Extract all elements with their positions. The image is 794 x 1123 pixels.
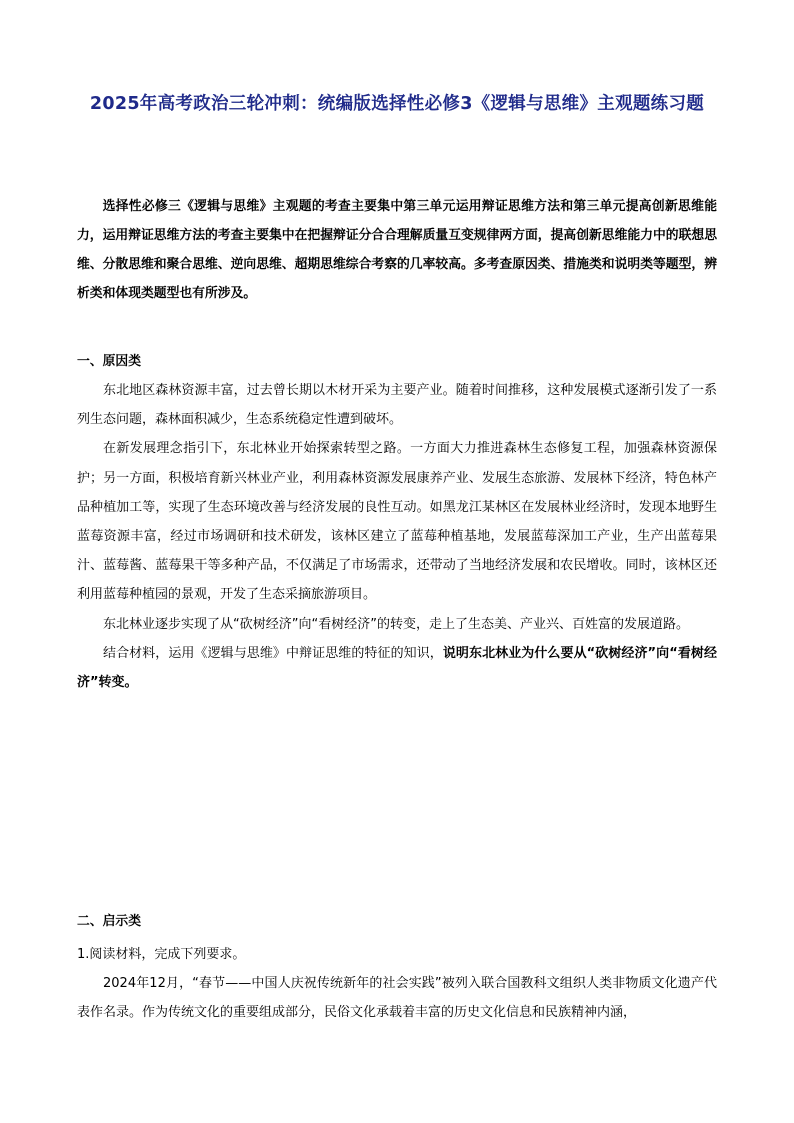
section-heading-reasons: 一、原因类 bbox=[77, 354, 141, 369]
question-lead: 结合材料，运用《逻辑与思维》中辩证思维的特征的知识， bbox=[103, 645, 443, 661]
section-heading-insights: 二、启示类 bbox=[77, 914, 141, 929]
section-reasons-body bbox=[77, 376, 717, 697]
material-paragraph: 东北地区森林资源丰富，过去曾长期以木材开采为主要产业。随着时间推移，这种发展模式逐渐引发了一系列生态问题，森林面积减少，生态系统稳定性遭到破坏。 bbox=[77, 383, 717, 428]
question-emphasis: 说明东北林业为什么要从“砍树经济”向“看树经济”转变。 bbox=[77, 645, 717, 691]
material-paragraph: 在新发展理念指引下，东北林业开始探索转型之路。一方面大力推进森林生态修复工程，加强森林资源保护；另一方面，积极培育新兴林业产业，利用森林资源发展康养产业、发展生态旅游、发展林下经济，特色林产品种植加工等，实现了生态环境改善与经济发展的良性互动。如黑龙江某林区在发展林业经济时，发现本地野生蓝莓资源丰富，经过市场调研和技术研发，该林区建立了蓝莓种植基地，发展蓝莓深加工产业，生产出蓝莓果汁、蓝莓酱、蓝莓果干等多种产品，不仅满足了市场需求，还带动了当地经济发展和农民增收。同时，该林区还利用蓝莓种植园的景观，开发了生态采摘旅游项目。 bbox=[77, 441, 717, 603]
intro-paragraph: 选择性必修三《逻辑与思维》主观题的考查主要集中第三单元运用辩证思维方法和第三单元提高创新思维能力，运用辩证思维方法的考查主要集中在把握辩证分合合理解质量互变规律两方面，提高创新思维能力中的联想思维、分散思维和聚合思维、逆向思维、超期思维综合考察的几率较高。多考查原因类、措施类和说明类等题型，辨析类和体现类题型也有所涉及。 bbox=[77, 199, 717, 301]
material-paragraph: 东北林业逐步实现了从“砍树经济”向“看树经济”的转变，走上了生态美、产业兴、百姓富的发展道路。 bbox=[103, 616, 689, 632]
question-paragraph bbox=[77, 639, 717, 697]
page-title: 2025年高考政治三轮冲刺：统编版选择性必修3《逻辑与思维》主观题练习题 bbox=[89, 94, 705, 114]
question-item: 1.阅读材料，完成下列要求。 bbox=[77, 947, 246, 962]
section-insights-body bbox=[77, 940, 717, 1028]
material-paragraph: 2024年12月，“春节——中国人庆祝传统新年的社会实践”被列入联合国教科文组织人类非物质文化遗产代表作名录。作为传统文化的重要组成部分，民俗文化承载着丰富的历史文化信息和民族精神内涵， bbox=[77, 976, 717, 1021]
